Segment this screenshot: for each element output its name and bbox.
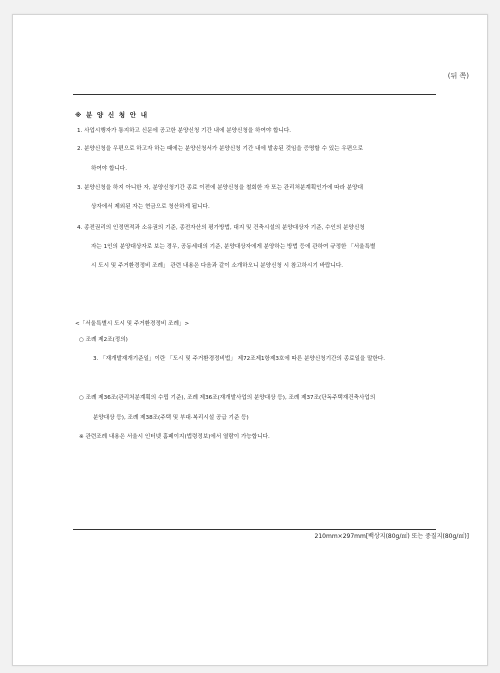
ordinance-item-1-heading: ○ 조례 제2조(정의) bbox=[79, 337, 128, 343]
top-divider bbox=[73, 94, 436, 95]
notice-item-3-line-1: 3. 분양신청을 하지 아니한 자, 분양신청기간 종료 이전에 분양신청을 철회한 자 또는 관리처분계획인가에 따라 분양대 bbox=[77, 185, 363, 191]
paper-spec: 210mm×297mm[백상지(80g/㎡) 또는 중질지(80g/㎡)] bbox=[314, 533, 469, 540]
notice-item-4-line-2: 자는 1인의 분양대상자로 보는 경우, 공동세대의 기준, 분양대상자에게 분양하는 방법 등에 관하여 규정한 「서울특별 bbox=[91, 244, 376, 250]
notice-item-3-line-2: 상자에서 제외된 자는 현금으로 청산하게 됩니다. bbox=[91, 204, 210, 210]
ordinance-reference-note: ※ 관련조례 내용은 서울시 인터넷 홈페이지(법령정보)에서 열람이 가능합니다. bbox=[79, 434, 270, 440]
notice-item-4-line-1: 4. 종전권리의 인정면적과 소유권의 기준, 종전자산의 평가방법, 대지 및 건축시설의 분양대상자 기준, 수인의 분양신청 bbox=[77, 225, 365, 231]
notice-item-2-line-1: 2. 분양신청을 우편으로 하고자 하는 때에는 분양신청서가 분양신청 기간 내에 발송된 것임을 증명할 수 있는 우편으로 bbox=[77, 146, 363, 152]
notice-title: ※ 분 양 신 청 안 내 bbox=[75, 111, 149, 119]
ordinance-item-2-line-1: ○ 조례 제36조(관리처분계획의 수립 기준), 조례 제36조(재개발사업의 분양대상 등), 조례 제37조(단독주택재건축사업의 bbox=[79, 395, 376, 401]
notice-item-2-line-2: 하여야 합니다. bbox=[91, 166, 127, 172]
ordinance-title: <「서울특별시 도시 및 주거환경정비 조례」> bbox=[75, 321, 190, 327]
back-side-label: (뒤 쪽) bbox=[447, 72, 469, 80]
ordinance-item-2-line-2: 분양대상 등), 조례 제38조(주택 및 부대·복리시설 공급 기준 등) bbox=[93, 415, 249, 421]
bottom-divider bbox=[73, 529, 436, 530]
notice-item-4-line-3: 시 도시 및 주거환경정비 조례」 관련 내용은 다음과 같이 소개하오니 분양신청 시 참고하시기 바랍니다. bbox=[91, 263, 344, 269]
document-page bbox=[12, 14, 488, 666]
ordinance-item-1-detail: 3. 「재개발재개기준일」이란 「도시 및 주거환경정비법」 제72조제1항제3호에 따른 분양신청기간의 종료일을 말한다. bbox=[93, 356, 386, 362]
notice-item-1-line-1: 1. 사업시행자가 통지하고 신문에 공고한 분양신청 기간 내에 분양신청을 하여야 합니다. bbox=[77, 128, 292, 134]
